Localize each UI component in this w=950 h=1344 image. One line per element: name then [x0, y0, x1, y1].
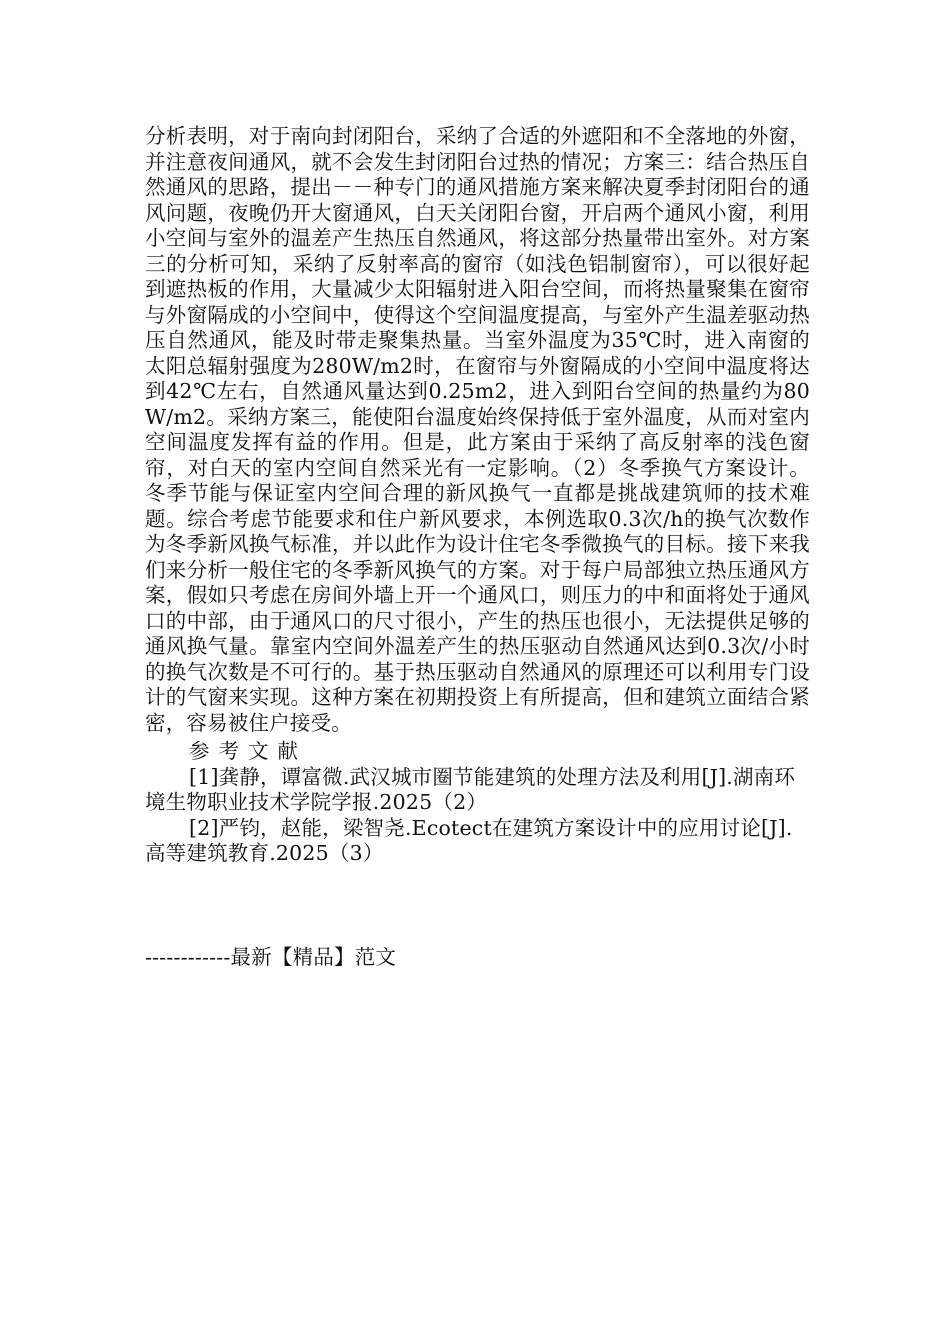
body-paragraph: 分析表明，对于南向封闭阳台，采纳了合适的外遮阳和不全落地的外窗，并注意夜间通风，就不会发生封闭阳台过热的情况；方案三：结合热压自然通风的思路，提出－－种专门的通风措施方案来解决夏季封闭阳台的通风问题，夜晚仍开大窗通风，白天关闭阳台窗，开启两个通风小窗，利用小空间与室外的温差产生热压自然通风，将这部分热量带出室外。对方案三的分析可知，采纳了反射率高的窗帘（如浅色铝制窗帘），可以很好起到遮热板的作用，大量减少太阳辐射进入阳台空间，而将热量聚集在窗帘与外窗隔成的小空间中，使得这个空间温度提高，与室外产生温差驱动热压自然通风，能及时带走聚集热量。当室外温度为35℃时，进入南窗的太阳总辐射强度为280W/m2时，在窗帘与外窗隔成的小空间中温度将达到42℃左右，自然通风量达到0.25m2，进入到阳台空间的热量约为80W/m2。采纳方案三，能使阳台温度始终保持低于室外温度，从而对室内空间温度发挥有益的作用。但是，此方案由于采纳了高反射率的浅色窗帘，对白天的室内空间自然采光有一定影响。（2）冬季换气方案设计。冬季节能与保证室内空间合理的新风换气一直都是挑战建筑师的技术难题。综合考虑节能要求和住户新风要求，本例选取0.3次/h的换气次数作为冬季新风换气标准，并以此作为设计住宅冬季微换气的目标。接下来我们来分析一般住宅的冬季新风换气的方案。对于每户局部独立热压通风方案，假如只考虑在房间外墙上开一个通风口，则压力的中和面将处于通风口的中部，由于通风口的尺寸很小，产生的热压也很小，无法提供足够的通风换气量。靠室内空间外温差产生的热压驱动自然通风达到0.3次/小时的换气次数是不可行的。基于热压驱动自然通风的原理还可以利用专门设计的气窗来实现。这种方案在初期投资上有所提高，但和建筑立面结合紧密，容易被住户接受。 — [145, 124, 810, 735]
references-section — [145, 739, 810, 867]
references-heading: 参考文献 — [189, 739, 307, 763]
footer-banner: ------------最新【精品】范文 — [145, 945, 397, 969]
reference-item-2: [2]严钧，赵能，梁智尧.Ecotect在建筑方案设计中的应用讨论[J].高等建筑教育.2025（3） — [145, 815, 793, 865]
reference-item-1: [1]龚静，谭富微.武汉城市圈节能建筑的处理方法及利用[J].湖南环境生物职业技术学院学报.2025（2） — [145, 764, 796, 814]
